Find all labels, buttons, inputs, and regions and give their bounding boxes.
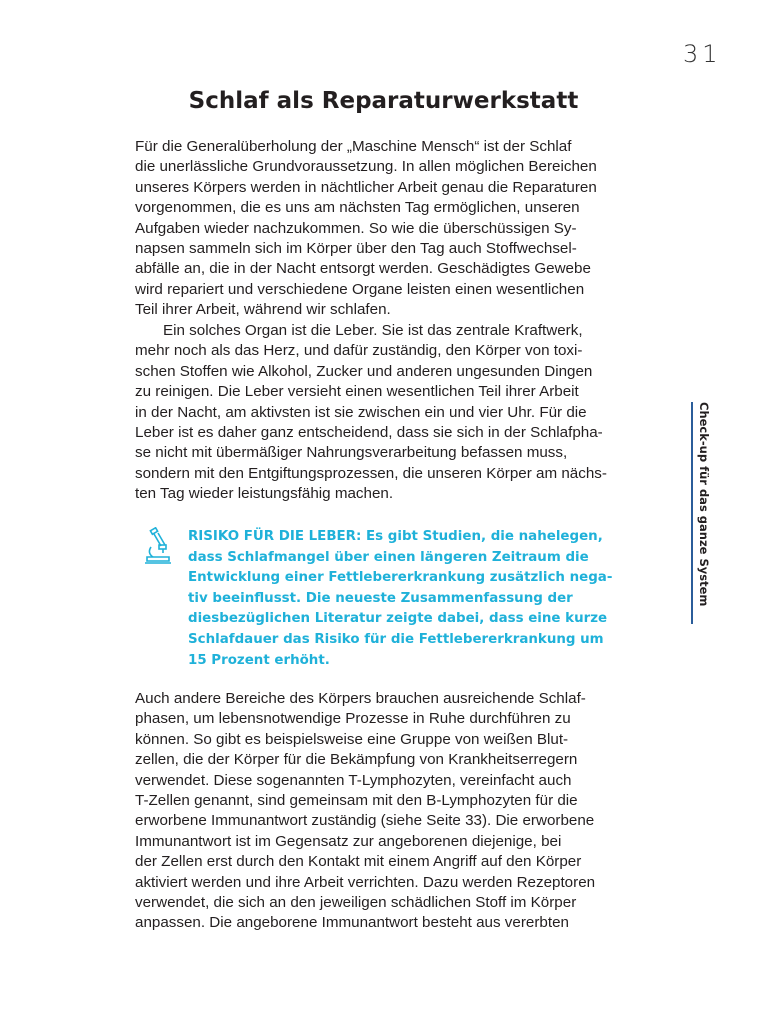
text-line: Leber ist es daher ganz entscheidend, dass sie sich in der Schlafpha- bbox=[135, 424, 603, 442]
text-line: aktiviert werden und ihre Arbeit verrichten. Dazu werden Rezeptoren bbox=[135, 873, 596, 891]
text-line: zellen, die der Körper für die Bekämpfung von Krankheitserregern bbox=[135, 751, 578, 769]
text-line: sondern mit den Entgiftungsprozessen, die unseren Körper am nächs- bbox=[135, 464, 607, 482]
text-line: tiv beeinflusst. Die neueste Zusammenfassung der bbox=[188, 590, 573, 606]
text-line: unseres Körpers werden in nächtlicher Arbeit genau die Reparaturen bbox=[135, 178, 597, 196]
text-line: schen Stoffen wie Alkohol, Zucker und anderen ungesunden Dingen bbox=[135, 362, 593, 380]
text-line: wird repariert und verschiedene Organe leisten einen wesentlichen bbox=[135, 280, 585, 298]
section-side-tab bbox=[691, 402, 711, 624]
text-line: ten Tag wieder leistungsfähig machen. bbox=[135, 485, 394, 503]
text-line: dass Schlafmangel über einen längeren Zeitraum die bbox=[188, 549, 589, 565]
text-line: zu reinigen. Die Leber versieht einen wesentlichen Teil ihrer Arbeit bbox=[135, 383, 579, 401]
text-line: Ein solches Organ ist die Leber. Sie ist das zentrale Kraftwerk, bbox=[163, 322, 583, 339]
page-title: Schlaf als Reparaturwerkstatt bbox=[188, 88, 579, 114]
paragraph-1 bbox=[135, 137, 645, 321]
text-line: verwendet. Diese sogenannten T-Lymphozyten, vereinfacht auch bbox=[135, 771, 572, 789]
text-line: der Zellen erst durch den Kontakt mit einem Angriff auf den Körper bbox=[135, 853, 582, 871]
text-line: erworbene Immunantwort zuständig (siehe Seite 33). Die erworbene bbox=[135, 812, 595, 830]
text-line: Teil ihrer Arbeit, während wir schlafen. bbox=[135, 301, 391, 319]
page-number: 31 bbox=[683, 40, 722, 68]
text-line: mehr noch als das Herz, und dafür zuständig, den Körper von toxi- bbox=[135, 342, 583, 360]
text-line: phasen, um lebensnotwendige Prozesse in Ruhe durchführen zu bbox=[135, 710, 571, 728]
text-line: Schlafdauer das Risiko für die Fettlebererkrankung um bbox=[188, 631, 604, 647]
text-line: Auch andere Bereiche des Körpers brauchen ausreichende Schlaf- bbox=[135, 690, 586, 707]
paragraph-2 bbox=[135, 321, 645, 505]
text-line: se nicht mit übermäßiger Nahrungsverarbeitung befassen muss, bbox=[135, 444, 568, 462]
text-line: Entwicklung einer Fettlebererkrankung zusätzlich nega- bbox=[188, 570, 613, 586]
text-line: verwendet, die sich an den jeweiligen schädlichen Stoff im Körper bbox=[135, 894, 577, 912]
text-line: T-Zellen genannt, sind gemeinsam mit den B-Lymphozyten für die bbox=[135, 792, 578, 810]
text-line: vorgenommen, die es uns am nächsten Tag ermöglichen, unseren bbox=[135, 199, 580, 217]
paragraph-3 bbox=[135, 689, 645, 934]
text-line: anpassen. Die angeborene Immunantwort besteht aus vererbten bbox=[135, 914, 569, 932]
text-line: diesbezüglichen Literatur zeigte dabei, dass eine kurze bbox=[188, 611, 608, 627]
callout-risk-liver bbox=[188, 527, 648, 671]
text-line: in der Nacht, am aktivsten ist sie zwischen ein und vier Uhr. Für die bbox=[135, 403, 587, 421]
text-line: 15 Prozent erhöht. bbox=[188, 652, 330, 668]
text-line: RISIKO FÜR DIE LEBER: Es gibt Studien, die nahelegen, bbox=[188, 529, 603, 544]
text-line: Immunantwort ist im Gegensatz zur angeborenen diejenige, bei bbox=[135, 832, 562, 850]
section-side-tab-label: Check-up für das ganze System bbox=[697, 402, 711, 607]
text-line: napsen sammeln sich im Körper über den Tag auch Stoffwechsel- bbox=[135, 240, 577, 258]
text-line: die unerlässliche Grundvoraussetzung. In allen möglichen Bereichen bbox=[135, 158, 597, 176]
text-line: Für die Generalüberholung der „Maschine Mensch“ ist der Schlaf bbox=[135, 138, 572, 155]
text-line: können. So gibt es beispielsweise eine Gruppe von weißen Blut- bbox=[135, 730, 569, 748]
microscope-icon bbox=[143, 527, 173, 567]
text-line: abfälle an, die in der Nacht entsorgt werden. Geschädigtes Gewebe bbox=[135, 260, 591, 278]
text-line: Aufgaben wieder nachzukommen. So wie die überschüssigen Sy- bbox=[135, 219, 577, 237]
